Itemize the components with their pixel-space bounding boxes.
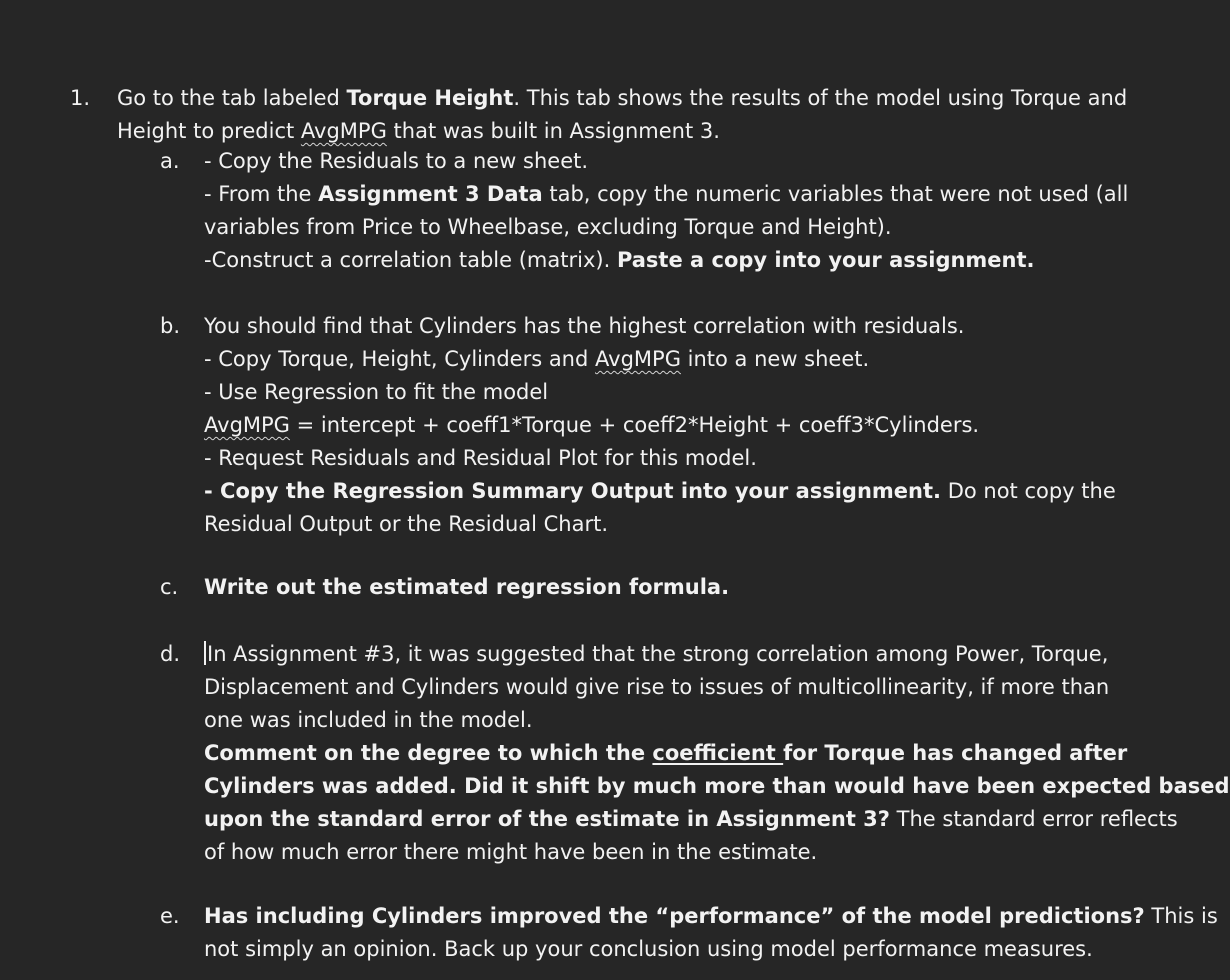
part-d-line-5: Cylinders was added. Did it shift by much more than would have been expected based bbox=[204, 774, 1230, 798]
part-b-line-3: - Use Regression to fit the model bbox=[204, 380, 549, 404]
part-e-line-2: not simply an opinion. Back up your conclusion using model performance measures. bbox=[204, 937, 1093, 961]
part-b-line-6: - Copy the Regression Summary Output into your assignment. Do not copy the bbox=[204, 479, 1116, 503]
part-d-line-4: Comment on the degree to which the coefficient for Torque has changed after bbox=[204, 741, 1128, 765]
underlined-word-coefficient: coefficient bbox=[652, 741, 784, 765]
question-1-line-1: Go to the tab labeled Torque Height. This tab shows the results of the model using Torque and bbox=[117, 86, 1128, 110]
part-e-label: e. bbox=[160, 904, 180, 928]
part-c-line-1: Write out the estimated regression formula. bbox=[204, 575, 730, 599]
part-b-label: b. bbox=[160, 314, 181, 338]
part-b-text bbox=[204, 310, 1184, 541]
part-a-line-2: - From the Assignment 3 Data tab, copy the numeric variables that were not used (all bbox=[204, 182, 1129, 206]
question-number: 1. bbox=[70, 86, 91, 110]
spellcheck-word-avgmpg: AvgMPG bbox=[595, 347, 681, 371]
part-e-line-1: Has including Cylinders improved the “performance” of the model predictions? This is bbox=[204, 904, 1218, 928]
part-b-line-7: Residual Output or the Residual Chart. bbox=[204, 512, 609, 536]
part-a-label: a. bbox=[160, 149, 180, 173]
text-cursor bbox=[204, 641, 206, 665]
question-1-line-2: Height to predict AvgMPG that was built in Assignment 3. bbox=[117, 119, 720, 143]
part-a-line-4: -Construct a correlation table (matrix). Paste a copy into your assignment. bbox=[204, 248, 1035, 272]
spellcheck-word-avgmpg: AvgMPG bbox=[204, 413, 290, 437]
part-a-line-1: - Copy the Residuals to a new sheet. bbox=[204, 149, 589, 173]
part-a-line-3: variables from Price to Wheelbase, excluding Torque and Height). bbox=[204, 215, 892, 239]
question-1-text bbox=[117, 82, 1187, 148]
part-d-line-3: one was included in the model. bbox=[204, 708, 533, 732]
spellcheck-word-avgmpg: AvgMPG bbox=[300, 119, 387, 143]
part-d-text[interactable] bbox=[204, 638, 1230, 869]
part-d-line-6: upon the standard error of the estimate in Assignment 3? The standard error reflects bbox=[204, 807, 1178, 831]
part-c-label: c. bbox=[160, 575, 179, 599]
part-b-line-5: - Request Residuals and Residual Plot for this model. bbox=[204, 446, 757, 470]
part-d-line-7: of how much error there might have been in the estimate. bbox=[204, 840, 818, 864]
part-d-line-1: In Assignment #3, it was suggested that the strong correlation among Power, Torque, bbox=[204, 638, 1184, 671]
part-b-line-2: - Copy Torque, Height, Cylinders and AvgMPG into a new sheet. bbox=[204, 347, 870, 371]
part-e-text bbox=[204, 900, 1218, 966]
tab-name-assignment-3-data: Assignment 3 Data bbox=[318, 182, 543, 206]
part-a-text bbox=[204, 145, 1184, 277]
part-b-line-1: You should find that Cylinders has the highest correlation with residuals. bbox=[204, 314, 965, 338]
part-d-label: d. bbox=[160, 642, 181, 666]
tab-name-torque-height: Torque Height bbox=[346, 86, 514, 110]
part-d-line-2: Displacement and Cylinders would give rise to issues of multicollinearity, if more than bbox=[204, 675, 1110, 699]
part-c-text bbox=[204, 571, 1184, 604]
part-b-line-4: AvgMPG = intercept + coeff1*Torque + coeff2*Height + coeff3*Cylinders. bbox=[204, 413, 980, 437]
